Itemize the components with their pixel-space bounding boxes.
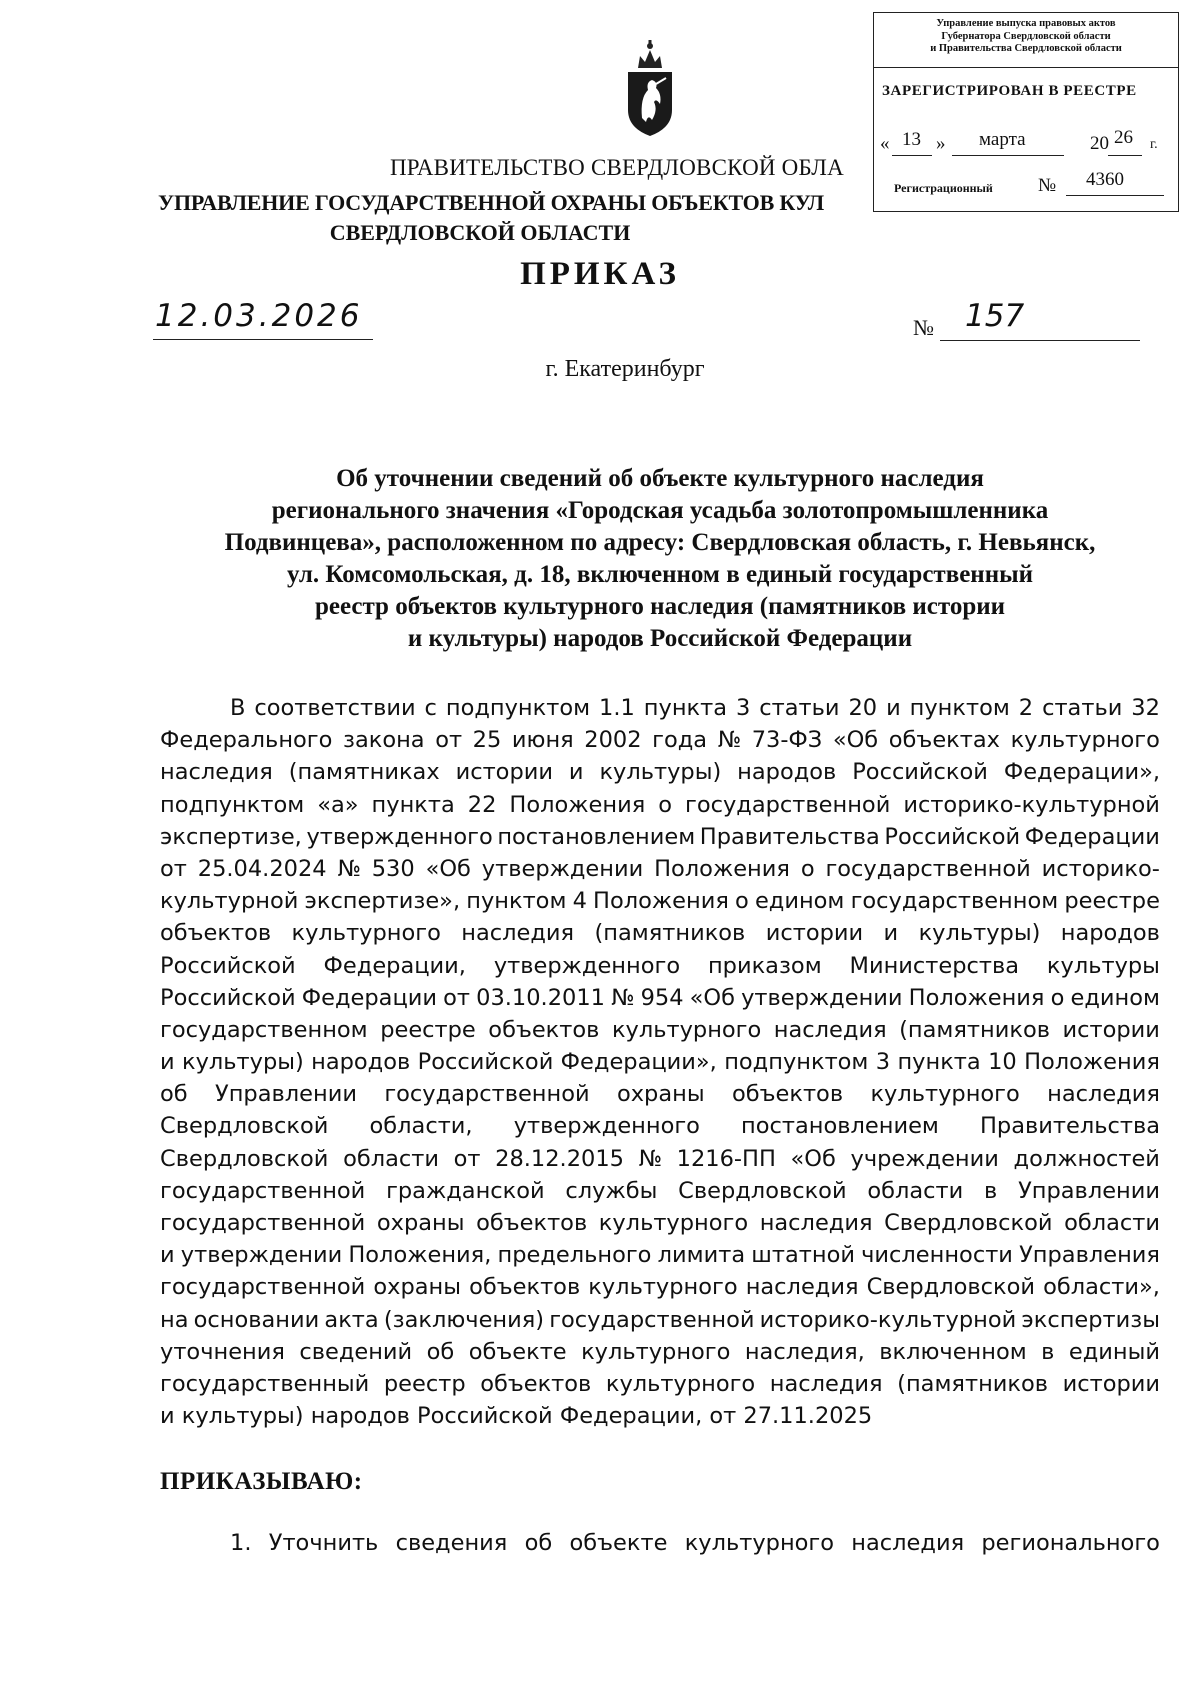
stamp-year-prefix: 20 [1090,133,1109,154]
handwritten-number: 157 [965,298,1025,334]
title-line: регионального значения «Городская усадьба золотопромышленника [271,497,1049,524]
body-line: Федерального закона от 25 июня 2002 года № 73-ФЗ «Об объектах культурного [160,727,1160,754]
body-line: Российской Федерации от 03.10.2011 № 954 «Об утверждении Положения о едином [160,984,1160,1011]
handwritten-date: 12.03.2026 [155,298,363,334]
body-line: государственной гражданской службы Свердловской области в Управлении [160,1177,1160,1204]
title-line: реестр объектов культурного наследия (памятников истории [314,593,1006,620]
preamble-paragraph [160,692,1160,1432]
stamp-open-quote: « [880,133,890,154]
body-line: и утверждении Положения, предельного лимита штатной численности Управления [160,1242,1160,1269]
body-line: подпунктом «а» пункта 22 Положения о государственной историко-культурной [160,791,1160,818]
coat-of-arms-emblem [622,38,678,138]
title-line: ул. Комсомольская, д. 18, включенном в единый государственный [286,561,1034,588]
stamp-header-line: Губернатора Свердловской области [941,30,1111,42]
order-word: ПРИКАЗЫВАЮ: [160,1468,363,1495]
body-line: от 25.04.2024 № 530 «Об утверждении Положения о государственной историко- [160,855,1160,882]
body-line: уточнения сведений об объекте культурного наследия, включенном в единый [160,1338,1160,1365]
date-underline [153,339,373,340]
stamp-year-suffix: 26 [1114,127,1133,148]
number-label: № [913,315,934,340]
body-line: государственной охраны объектов культурного наследия Свердловской области», [160,1274,1160,1301]
body-line: Свердловской области от 28.12.2015 № 1216-ПП «Об учреждении должностей [160,1145,1160,1172]
document-type: ПРИКАЗ [520,256,680,292]
stamp-reg-number: 4360 [1086,169,1124,190]
stamp-date [880,117,1174,157]
body-line: и культуры) народов Российской Федерации», подпунктом 3 пункта 10 Положения [160,1049,1160,1076]
department-name-line1: УПРАВЛЕНИЕ ГОСУДАРСТВЕННОЙ ОХРАНЫ ОБЪЕКТОВ КУЛ [158,190,824,215]
stamp-no-sign: № [1038,175,1057,196]
title-line: Подвинцева», расположенном по адресу: Свердловская область, г. Невьянск, [224,529,1096,556]
stamp-header [874,13,1178,68]
government-name: ПРАВИТЕЛЬСТВО СВЕРДЛОВСКОЙ ОБЛА [390,155,844,180]
body-line: экспертизе, утвержденного постановлением Правительства Российской Федерации [160,823,1160,850]
body-line: государственной охраны объектов культурного наследия Свердловской области [160,1210,1160,1236]
body-line: об Управлении государственной охраны объектов культурного наследия [160,1081,1160,1108]
title-line: Об уточнении сведений об объекте культурного наследия [336,465,984,492]
city: г. Екатеринбург [545,356,705,382]
stamp-month: марта [979,129,1026,150]
body-line: Свердловской области, утвержденного постановлением Правительства [160,1113,1160,1140]
body-line: государственный реестр объектов культурного наследия (памятников истории [160,1370,1160,1397]
title-line: и культуры) народов Российской Федерации [407,625,913,652]
registry-stamp [873,12,1179,212]
document-title [160,463,1160,655]
number-underline [940,340,1140,341]
body-line: наследия (памятниках истории и культуры) народов Российской Федерации», [160,759,1160,786]
body-line: государственном реестре объектов культурного наследия (памятников истории [160,1016,1160,1043]
body-line: культурной экспертизе», пунктом 4 Положения о едином государственном реестре [160,888,1160,915]
body-line: В соответствии с подпунктом 1.1 пункта 3 статьи 20 и пунктом 2 статьи 32 [230,695,1160,721]
stamp-reg-label: Регистрационный [894,181,993,195]
stamp-header-line: Управление выпуска правовых актов [936,18,1116,29]
body-line: Российской Федерации, утвержденного приказом Министерства культуры [160,952,1160,979]
stamp-registered-label: ЗАРЕГИСТРИРОВАН В РЕЕСТРЕ [882,83,1137,99]
order-item-1: 1. Уточнить сведения об объекте культурного наследия регионального [230,1530,1160,1556]
body-line: и культуры) народов Российской Федерации, от 27.11.2025 [160,1403,873,1430]
department-name-line2: СВЕРДЛОВСКОЙ ОБЛАСТИ [329,220,631,245]
stamp-day: 13 [902,129,921,150]
stamp-header-line: и Правительства Свердловской области [930,43,1122,54]
stamp-year-unit: г. [1150,137,1158,152]
body-line: объектов культурного наследия (памятников истории и культуры) народов [160,920,1160,947]
body-line: на основании акта (заключения) государственной историко-культурной экспертизы [160,1306,1160,1333]
stamp-registration-number [894,171,1164,205]
stamp-close-quote: » [936,133,946,154]
